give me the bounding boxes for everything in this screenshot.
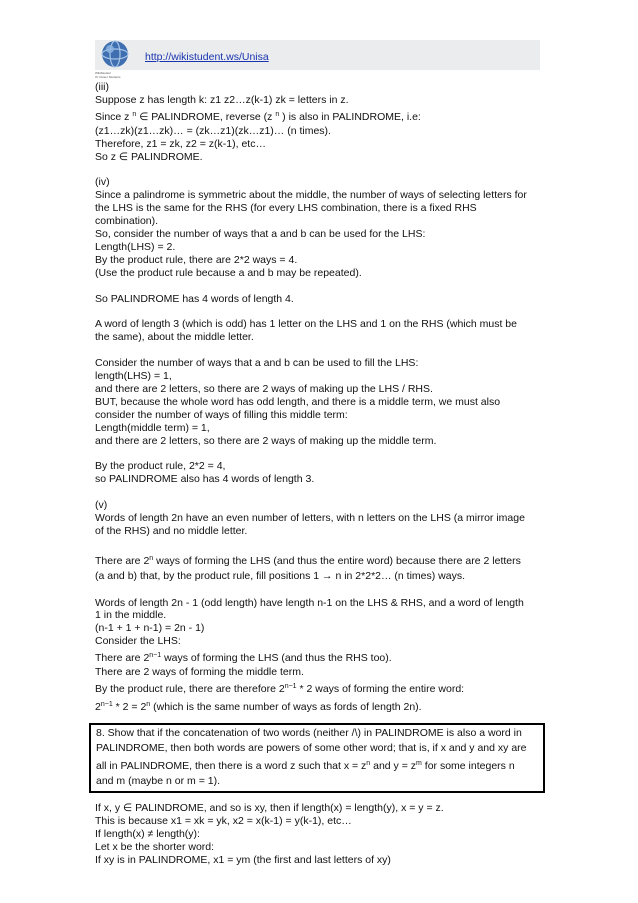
- part-v-line-10: There are 2 ways of forming the middle term.: [95, 666, 304, 679]
- part-iv-line-12: length(LHS) = 1,: [95, 369, 172, 382]
- part-iv-line-2: the LHS is the same for the RHS (for every LHS combination, there is a fixed RHS: [95, 202, 477, 215]
- part-v-line-4: (a and b) that, by the product rule, fill positions 1 → n in 2*2*2… (n times) ways.: [95, 569, 466, 582]
- part-v-line-12: $2^{n-1} * 2 = 2^n$ (which is the same number of ways as fords of length 2n).: [95, 701, 422, 714]
- part-v-line-9: There are $2^{n-1}$ ways of forming the LHS (and thus the RHS too).: [95, 652, 392, 665]
- part-v-line-8: Consider the LHS:: [95, 635, 181, 648]
- logo-line-2: Or Closer Students: [95, 75, 121, 79]
- part-iv-line-1: Since a palindrome is symmetric about the middle, the number of ways of selecting letters for: [95, 189, 527, 202]
- part-v-line-2: of the RHS) and no middle letter.: [95, 524, 248, 537]
- question-8-line-2: PALINDROME, then both words are powers of some other word; that is, if x and y and xy are: [96, 742, 527, 755]
- part-iii-line-3: (z1…zk)(z1…zk)… = (zk…z1)(zk…z1)… (n times).: [95, 124, 331, 137]
- part-v-line-3: There are 2$^n$ ways of forming the LHS (and thus the entire word) because there are 2 letters: [95, 554, 521, 567]
- wikistudent-logo: [95, 38, 135, 74]
- part-iv-line-10: the same), about the middle letter.: [95, 331, 254, 344]
- part-iv-line-13: and there are 2 letters, so there are 2 ways of making up the LHS / RHS.: [95, 382, 433, 395]
- answer-8-line-5: If xy is in PALINDROME, x1 = ym (the first and last letters of xy): [95, 853, 391, 866]
- part-v-line-1: Words of length 2n have an even number of letters, with n letters on the LHS (a mirror image: [95, 511, 525, 524]
- part-iv-line-14: BUT, because the whole word has odd length, and there is a middle term, we must also: [95, 395, 501, 408]
- logo-caption: [95, 71, 135, 79]
- part-iii-label: (iii): [95, 81, 109, 93]
- part-iv-line-7: (Use the product rule because a and b may be repeated).: [95, 266, 362, 279]
- part-iv-line-17: and there are 2 letters, so there are 2 ways of making up the middle term.: [95, 434, 437, 447]
- part-v-line-11: By the product rule, there are therefore $2^{n-1} * 2$ ways of forming the entire word:: [95, 683, 465, 696]
- part-iv-line-4: So, consider the number of ways that a and b can be used for the LHS:: [95, 228, 426, 241]
- logo-line-1: WikiStudent: [95, 71, 112, 75]
- part-iv-line-19: so PALINDROME also has 4 words of length 3.: [95, 473, 315, 486]
- part-iv-line-16: Length(middle term) = 1,: [95, 421, 210, 434]
- part-iii-line-1: Suppose z has length k: z1 z2…z(k-1) zk = letters in z.: [95, 93, 349, 106]
- answer-8-line-3: If length(x) ≠ length(y):: [95, 827, 200, 840]
- part-v-label: (v): [95, 499, 108, 511]
- wikistudent-link[interactable]: http://wikistudent.ws/Unisa: [145, 51, 269, 63]
- part-iv-line-6: By the product rule, there are 2*2 ways = 4.: [95, 253, 298, 266]
- part-iii-line-2: Since z $^n$ ∈ PALINDROME, reverse (z $^n$ ) is also in PALINDROME, i.e:: [95, 110, 421, 123]
- question-8-line-3: all in PALINDROME, then there is a word z such that $x = z^n$ and $y = z^m$ for some integers n: [96, 760, 515, 773]
- part-v-line-7: (n-1 + 1 + n-1) = 2n - 1): [95, 622, 205, 635]
- question-8-line-1: 8. Show that if the concatenation of two words (neither /\) in PALINDROME is also a word in: [96, 727, 522, 740]
- part-iv-line-11: Consider the number of ways that a and b can be used to fill the LHS:: [95, 357, 419, 370]
- part-iv-line-3: combination).: [95, 215, 159, 228]
- part-iii-line-5: So z ∈ PALINDROME.: [95, 150, 203, 163]
- part-iv-line-9: A word of length 3 (which is odd) has 1 letter on the LHS and 1 on the RHS (which must be: [95, 318, 517, 331]
- answer-8-line-4: Let x be the shorter word:: [95, 840, 215, 853]
- part-v-line-6: 1 in the middle.: [95, 609, 167, 622]
- question-8-line-4: and m (maybe n or m = 1).: [96, 775, 221, 788]
- part-iii-line-4: Therefore, z1 = zk, z2 = z(k-1), etc…: [95, 137, 266, 150]
- answer-8-line-2: This is because x1 = xk = yk, x2 = x(k-1) = y(k-1), etc…: [95, 814, 352, 827]
- question-8-box: [89, 723, 545, 793]
- part-iv-line-15: consider the number of ways of filling this middle term:: [95, 408, 348, 421]
- part-v-line-5: Words of length 2n - 1 (odd length) have length n-1 on the LHS & RHS, and a word of length: [95, 596, 524, 609]
- part-iv-line-8: So PALINDROME has 4 words of length 4.: [95, 292, 294, 305]
- part-iv-line-18: By the product rule, 2*2 = 4,: [95, 460, 226, 473]
- part-iv-label: (iv): [95, 176, 110, 189]
- document-body: [95, 81, 543, 867]
- part-iv-line-5: Length(LHS) = 2.: [95, 240, 176, 253]
- answer-8-line-1: If x, y ∈ PALINDROME, and so is xy, then if length(x) = length(y), x = y = z.: [95, 802, 444, 815]
